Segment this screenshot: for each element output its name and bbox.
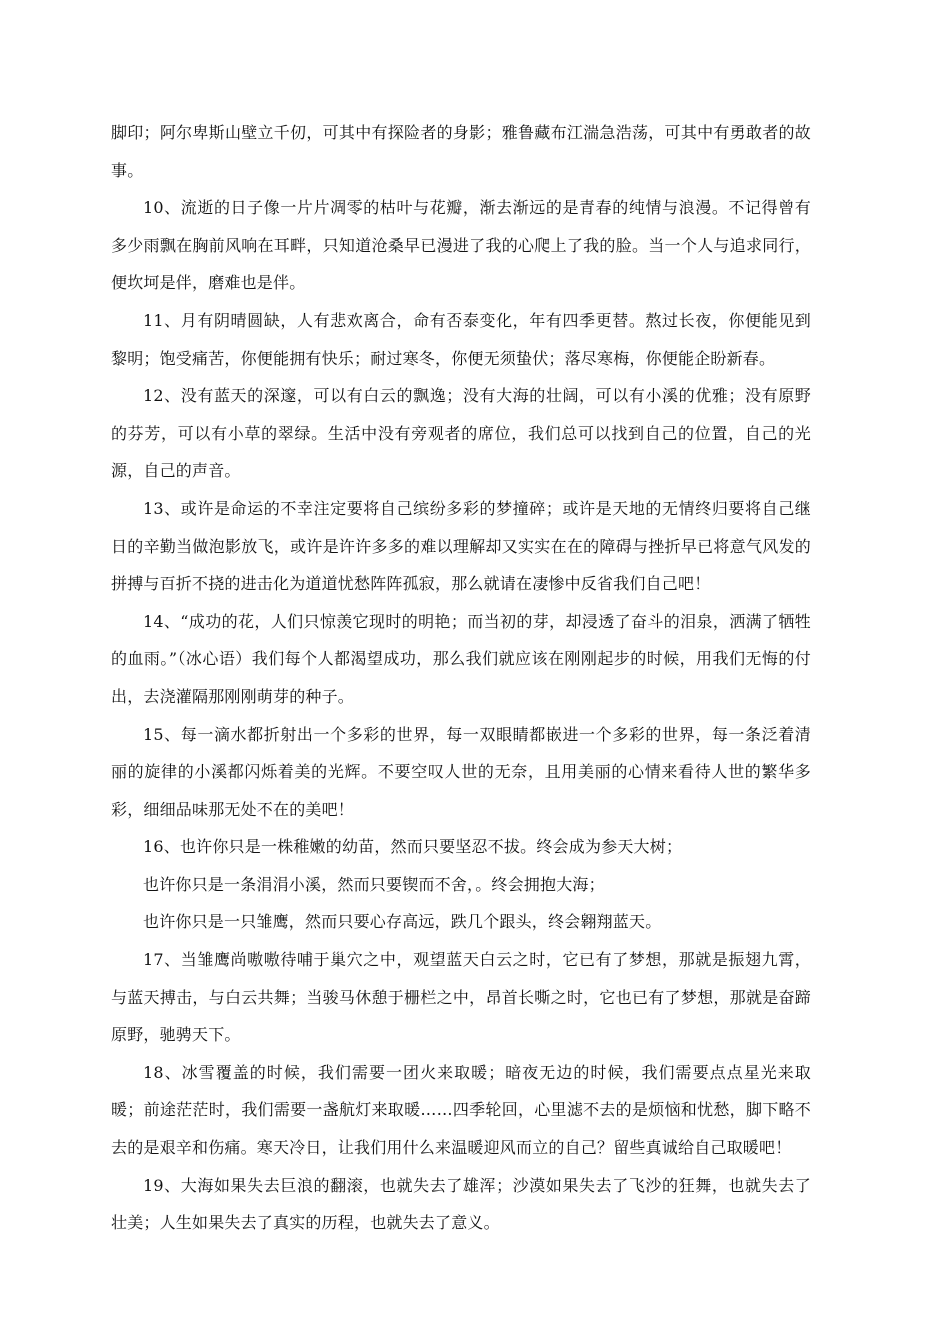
paragraph: 11、月有阴晴圆缺，人有悲欢离合，命有否泰变化，年有四季更替。熬过长夜，你便能见到黎明；饱受痛苦，你便能拥有快乐；耐过寒冬，你便无须蛰伏；落尽寒梅，你便能企盼新春。 xyxy=(111,310,811,368)
paragraph: 16、也许你只是一株稚嫩的幼苗，然而只要坚忍不拔。终会成为参天大树； xyxy=(143,837,683,857)
paragraph: 17、当雏鹰尚嗷嗷待哺于巢穴之中，观望蓝天白云之时，它已有了梦想，那就是振翅九霄，与蓝天搏击，与白云共舞；当骏马休憩于栅栏之中，昂首长嘶之时，它也已有了梦想，那就是奋蹄原野，驰骋天下。 xyxy=(111,950,811,1045)
paragraph: 12、没有蓝天的深邃，可以有白云的飘逸；没有大海的壮阔，可以有小溪的优雅；没有原野的芬芳，可以有小草的翠绿。生活中没有旁观者的席位，我们总可以找到自己的位置，自己的光源，自己的声音。 xyxy=(111,386,811,481)
paragraph: 也许你只是一条涓涓小溪，然而只要锲而不舍，。终会拥抱大海； xyxy=(143,874,605,894)
paragraph: 18、冰雪覆盖的时候，我们需要一团火来取暖；暗夜无边的时候，我们需要点点星光来取暖；前途茫茫时，我们需要一盏航灯来取暖……四季轮回，心里滤不去的是烦恼和忧愁，脚下略不去的是艰辛和伤痛。寒天冷日，让我们用什么来温暖迎风而立的自己？留些真诚给自己取暖吧！ xyxy=(111,1062,811,1158)
paragraph: 15、每一滴水都折射出一个多彩的世界，每一双眼睛都嵌进一个多彩的世界，每一条泛着清丽的旋律的小溪都闪烁着美的光辉。不要空叹人世的无奈，且用美丽的心情来看待人世的繁华多彩，细细品味那无处不在的美吧！ xyxy=(111,724,811,819)
paragraph: 19、大海如果失去巨浪的翻滚，也就失去了雄浑；沙漠如果失去了飞沙的狂舞，也就失去了壮美；人生如果失去了真实的历程，也就失去了意义。 xyxy=(111,1175,811,1233)
paragraph: 14、“成功的花，人们只惊羡它现时的明艳；而当初的芽，却浸透了奋斗的泪泉，洒满了牺牲的血雨。”（冰心语）我们每个人都渴望成功，那么我们就应该在刚刚起步的时候，用我们无悔的付出，去浇灌隔那刚刚萌芽的种子。 xyxy=(111,611,811,706)
paragraph: 10、流逝的日子像一片片凋零的枯叶与花瓣，渐去渐远的是青春的纯情与浪漫。不记得曾有多少雨飘在胸前风响在耳畔，只知道沧桑早已漫进了我的心爬上了我的脸。当一个人与追求同行，便坎坷是伴，磨难也是伴。 xyxy=(111,198,811,293)
document-body xyxy=(111,114,811,1242)
paragraph: 13、或许是命运的不幸注定要将自己缤纷多彩的梦撞碎；或许是天地的无情终归要将自己继日的辛勤当做泡影放飞，或许是许许多多的难以理解却又实实在在的障碍与挫折早已将意气风发的拼搏与百折不挠的进击化为道道忧愁阵阵孤寂，那么就请在凄惨中反省我们自己吧！ xyxy=(111,498,811,594)
paragraph: 也许你只是一只雏鹰，然而只要心存高远，跌几个跟头，终会翱翔蓝天。 xyxy=(143,912,662,932)
paragraph: 脚印；阿尔卑斯山壁立千仞，可其中有探险者的身影；雅鲁藏布江湍急浩荡，可其中有勇敢者的故事。 xyxy=(111,123,811,180)
